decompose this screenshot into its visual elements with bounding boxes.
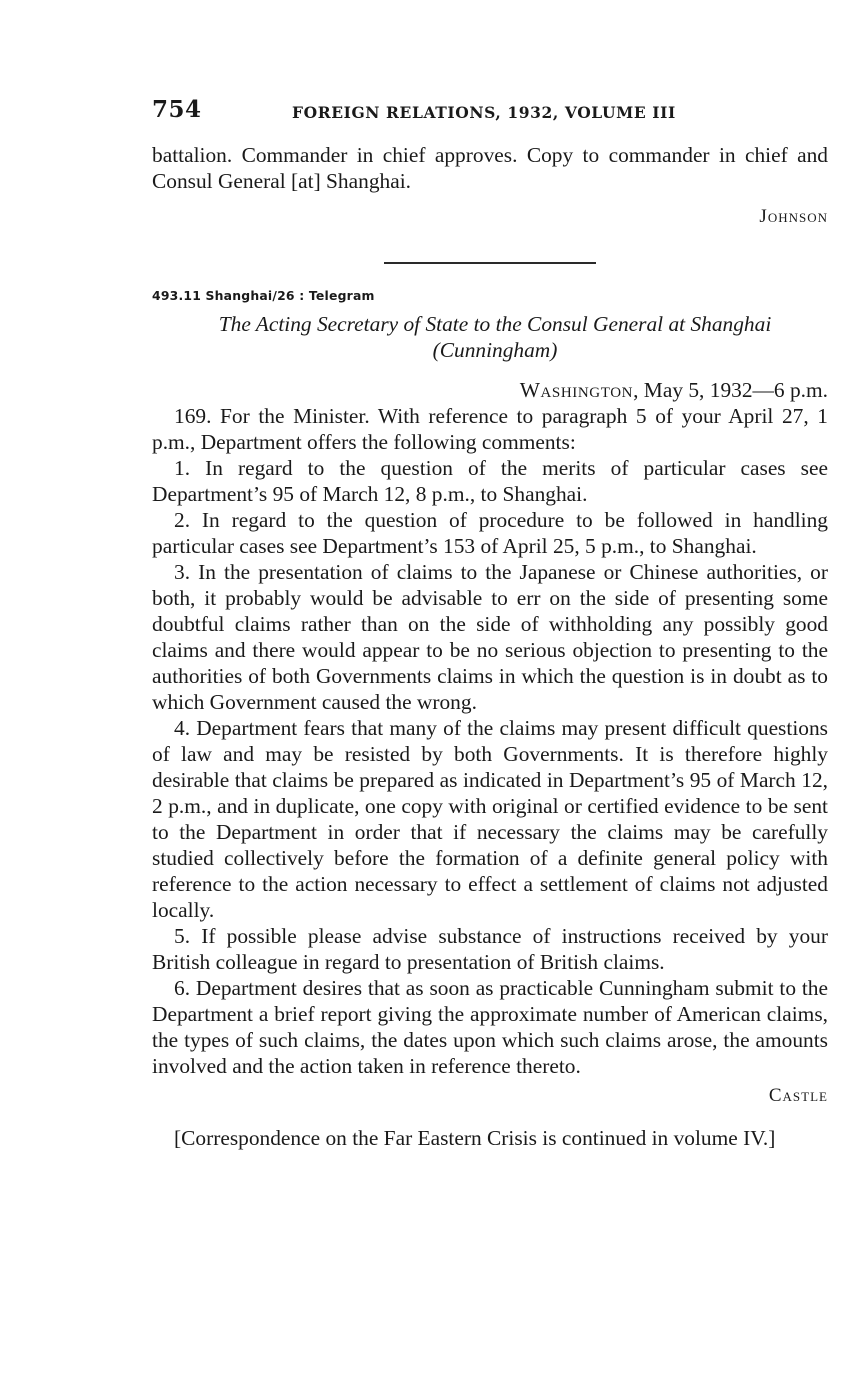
previous-document-signature: Johnson bbox=[759, 206, 828, 227]
previous-document-closing-text: battalion. Commander in chief approves. Copy to commander in chief and Consul General [at] Shanghai. bbox=[152, 143, 828, 193]
paragraph-3: 3. In the presentation of claims to the Japanese or Chinese authorities, or both, it probably would be advisable to err on the side of presenting some doubtful claims rather than on the side of withholding any possibly good claims and there would appear to be no serious objection to presenting to the authorities of both Governments claims in which the question is in doubt as to which Government caused the wrong. bbox=[152, 560, 828, 714]
dateline-date: , May 5, 1932—6 p.m. bbox=[633, 378, 828, 402]
paragraph-6: 6. Department desires that as soon as practicable Cunningham submit to the Department a brief report giving the approximate number of American claims, the types of such claims, the dates upon which such claims arose, the amounts involved and the action taken in reference thereto. bbox=[152, 976, 828, 1078]
document-signature: Castle bbox=[768, 1085, 828, 1106]
paragraph-4: 4. Department fears that many of the claims may present difficult questions of law and may be resisted by both Governments. It is therefore highly desirable that claims be prepared as indicated in Department’s 95 of March 12, 2 p.m., and in duplicate, one copy with original or certified evidence to be sent to the Department in order that if necessary the claims may be carefully studied collectively before the formation of a definite general policy with reference to the action necessary to effect a settlement of claims not adjusted locally. bbox=[152, 716, 828, 922]
editor-note: [Correspondence on the Far Eastern Crisis is continued in volume IV.] bbox=[174, 1126, 776, 1150]
page-header bbox=[152, 96, 828, 132]
paragraph-intro: 169. For the Minister. With reference to paragraph 5 of your April 27, 1 p.m., Department offers the following comments: bbox=[152, 404, 828, 454]
dateline bbox=[152, 377, 828, 403]
dateline-place: Washington bbox=[519, 378, 634, 402]
file-reference: 493.11 Shanghai/26 : Telegram bbox=[152, 288, 375, 303]
page-number: 754 bbox=[152, 96, 202, 123]
paragraph-1: 1. In regard to the question of the merits of particular cases see Department’s 95 of March 12, 8 p.m., to Shanghai. bbox=[152, 456, 828, 506]
section-divider bbox=[384, 262, 596, 264]
paragraph-5: 5. If possible please advise substance of instructions received by your British colleague in regard to presentation of British claims. bbox=[152, 924, 828, 974]
paragraph-2: 2. In regard to the question of procedure to be followed in handling particular cases see Department’s 153 of April 25, 5 p.m., to Shanghai. bbox=[152, 508, 828, 558]
document-title: The Acting Secretary of State to the Consul General at Shanghai (Cunningham) bbox=[218, 312, 772, 362]
running-title: FOREIGN RELATIONS, 1932, VOLUME III bbox=[292, 103, 676, 122]
document-page bbox=[152, 96, 828, 1151]
